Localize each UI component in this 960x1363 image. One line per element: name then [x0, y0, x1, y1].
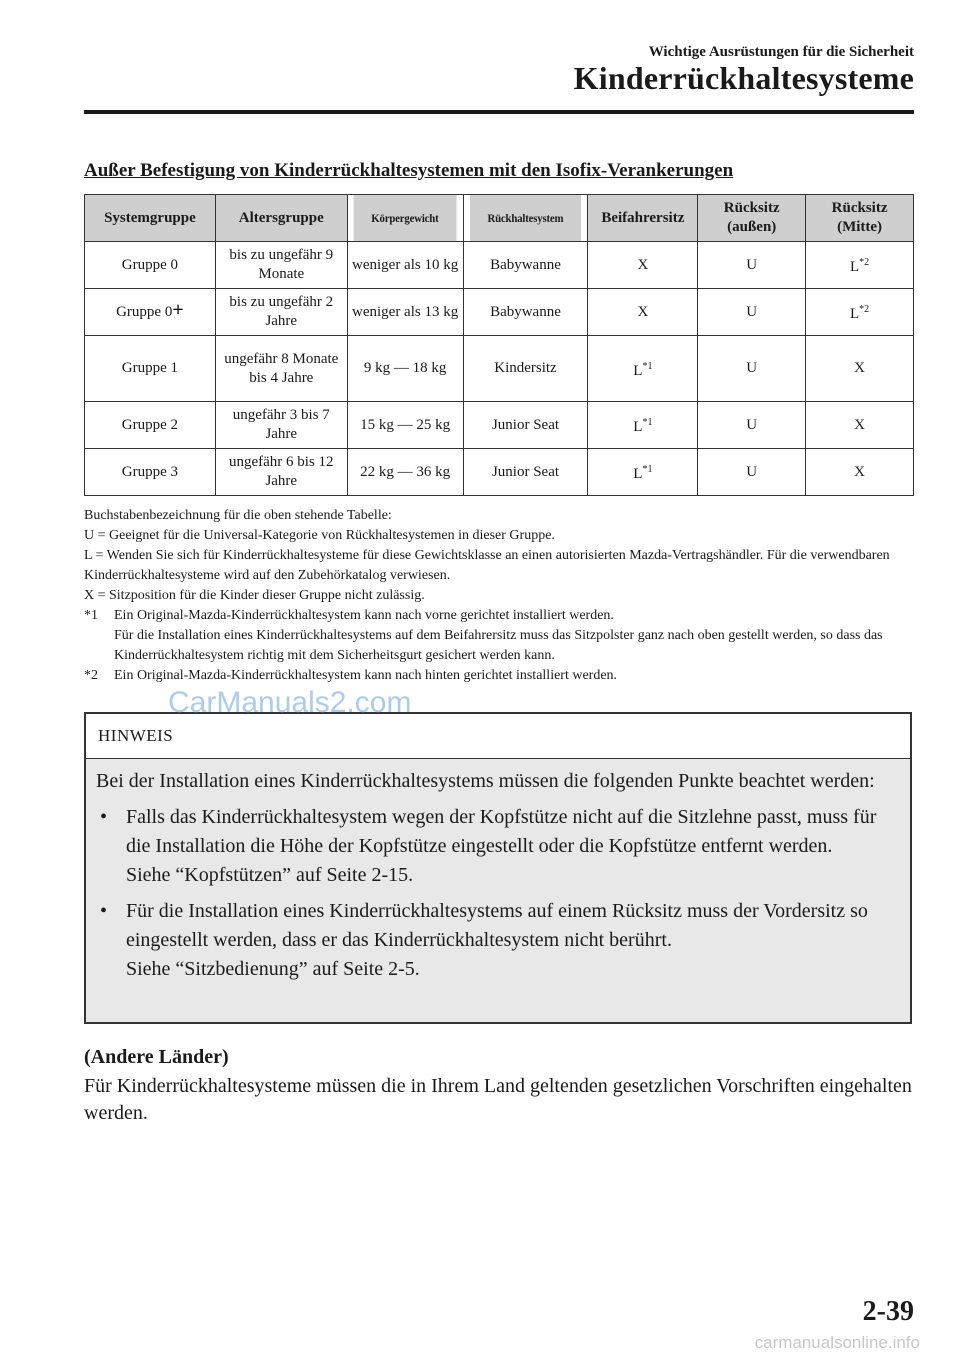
cell-rear-outer: U: [698, 242, 806, 289]
footnote-2: *2 Ein Original-Mazda-Kinderrückhaltesystem kann nach hinten gerichtet installiert werden.: [84, 668, 618, 683]
cell-system: Babywanne: [463, 242, 588, 289]
cell-group: Gruppe 3: [85, 449, 216, 496]
cell-age: ungefähr 6 bis 12 Jahre: [215, 449, 347, 496]
page-reference: Siehe “Sitzbedienung” auf Seite 2-5.: [126, 958, 420, 980]
table-row: [85, 449, 914, 496]
cell-rear-outer: U: [698, 402, 806, 449]
other-countries-text: Für Kinderrückhaltesysteme müssen die in Ihrem Land geltenden gesetzlichen Vorschriften eingehalten werden.: [84, 1075, 912, 1124]
bullet-icon: •: [100, 900, 108, 922]
cell-system: Kindersitz: [463, 336, 588, 402]
legend-u: U = Geeignet für die Universal-Kategorie von Rückhaltesystemen in dieser Gruppe.: [84, 528, 555, 543]
column-header: Körpergewicht: [353, 195, 457, 242]
cell-weight: weniger als 13 kg: [347, 289, 463, 336]
cell-front: $L^{*1}$: [588, 336, 698, 402]
column-header: Altersgruppe: [215, 195, 347, 242]
cell-system: Junior Seat: [463, 449, 588, 496]
cell-age: bis zu ungefähr 9 Monate: [215, 242, 347, 289]
notice-body: [86, 759, 910, 1022]
cell-weight: 9 kg — 18 kg: [347, 336, 463, 402]
cell-rear-middle: X: [806, 449, 914, 496]
cell-group: Gruppe 0: [85, 242, 216, 289]
column-header: Rücksitz (Mitte): [806, 195, 914, 242]
table-legend: [84, 506, 914, 686]
cell-front: $L^{*1}$: [588, 449, 698, 496]
notice-intro: Bei der Installation eines Kinderrückhaltesystems müssen die folgenden Punkte beachtet werden:: [96, 770, 875, 792]
cell-front: X: [588, 289, 698, 336]
column-header: Beifahrersitz: [588, 195, 698, 242]
notice-bullet: • Für die Installation eines Kinderrückhaltesystems auf einem Rücksitz muss der Vordersitz so eingestellt werden, dass er das Kinderrückhaltesystem nicht berührt. Siehe “Sitzbedienung” auf Seite 2-5.: [96, 897, 898, 984]
column-header: Rückhaltesystem: [469, 195, 581, 242]
page-reference: Siehe “Kopfstützen” auf Seite 2-15.: [126, 864, 414, 886]
cell-age: ungefähr 8 Monate bis 4 Jahre: [215, 336, 347, 402]
cell-front: $L^{*1}$: [588, 402, 698, 449]
cell-rear-outer: U: [698, 336, 806, 402]
page-title: Kinderrückhaltesysteme: [573, 60, 914, 96]
watermark: CarManuals2.com: [168, 686, 412, 719]
cell-age: bis zu ungefähr 2 Jahre: [215, 289, 347, 336]
cell-rear-middle: X: [806, 336, 914, 402]
cell-front: X: [588, 242, 698, 289]
column-header: Systemgruppe: [85, 195, 216, 242]
cell-group: Gruppe 2: [85, 402, 216, 449]
cell-rear-middle: X: [806, 402, 914, 449]
cell-system: Junior Seat: [463, 402, 588, 449]
cell-system: Babywanne: [463, 289, 588, 336]
cell-group: Gruppe 1: [85, 336, 216, 402]
footnote-1: *1 Ein Original-Mazda-Kinderrückhaltesystem kann nach vorne gerichtet installiert werden. Für die Installation eines Kinderrückhaltesystems auf dem Beifahrersitz muss das Sitzpolster ganz nach oben gestellt werden, so dass das Kinderrückhaltesystem richtig mit dem Sicherheitsgurt gesichert werden kann.: [84, 608, 883, 663]
table-header-row: [85, 195, 914, 242]
cell-age: ungefähr 3 bis 7 Jahre: [215, 402, 347, 449]
child-seat-table: [84, 194, 914, 496]
cell-weight: 15 kg — 25 kg: [347, 402, 463, 449]
table-row: [85, 402, 914, 449]
notice-heading: HINWEIS: [86, 714, 910, 759]
legend-l: L = Wenden Sie sich für Kinderrückhaltesysteme für diese Gewichtsklasse an einen autorisierten Mazda-Vertragshändler. Für die verwendbaren Kinderrückhaltesysteme wird auf den Zubehörkatalog verwiesen.: [84, 548, 890, 583]
cell-rear-outer: U: [698, 289, 806, 336]
legend-intro: Buchstabenbezeichnung für die oben stehende Tabelle:: [84, 508, 392, 523]
chapter-subtitle: Wichtige Ausrüstungen für die Sicherheit: [648, 44, 914, 60]
legend-x: X = Sitzposition für die Kinder dieser Gruppe nicht zulässig.: [84, 588, 425, 603]
page-number: 2-39: [862, 1296, 914, 1327]
cell-weight: 22 kg — 36 kg: [347, 449, 463, 496]
section-title: Außer Befestigung von Kinderrückhaltesystemen mit den Isofix-Verankerungen: [84, 160, 734, 181]
cell-rear-outer: U: [698, 449, 806, 496]
cell-group: Gruppe 0+: [85, 289, 216, 336]
notice-box: [84, 712, 912, 1024]
other-countries-title: (Andere Länder): [84, 1046, 229, 1068]
table-row: [85, 242, 914, 289]
column-header: Rücksitz (außen): [698, 195, 806, 242]
plus-mark: +: [172, 298, 184, 321]
cell-rear-middle: $L^{*2}$: [806, 289, 914, 336]
notice-bullet: • Falls das Kinderrückhaltesystem wegen der Kopfstütze nicht auf die Sitzlehne passt, muss für die Installation die Höhe der Kopfstütze eingestellt oder die Kopfstütze entfernt werden. Siehe “Kopfstützen” auf Seite 2-15.: [96, 803, 898, 890]
table-row: [85, 336, 914, 402]
footer-site: carmanualsonline.info: [754, 1333, 920, 1352]
cell-rear-middle: $L^{*2}$: [806, 242, 914, 289]
table-row: [85, 289, 914, 336]
header-rule: [84, 110, 914, 114]
cell-weight: weniger als 10 kg: [347, 242, 463, 289]
bullet-icon: •: [100, 806, 108, 828]
